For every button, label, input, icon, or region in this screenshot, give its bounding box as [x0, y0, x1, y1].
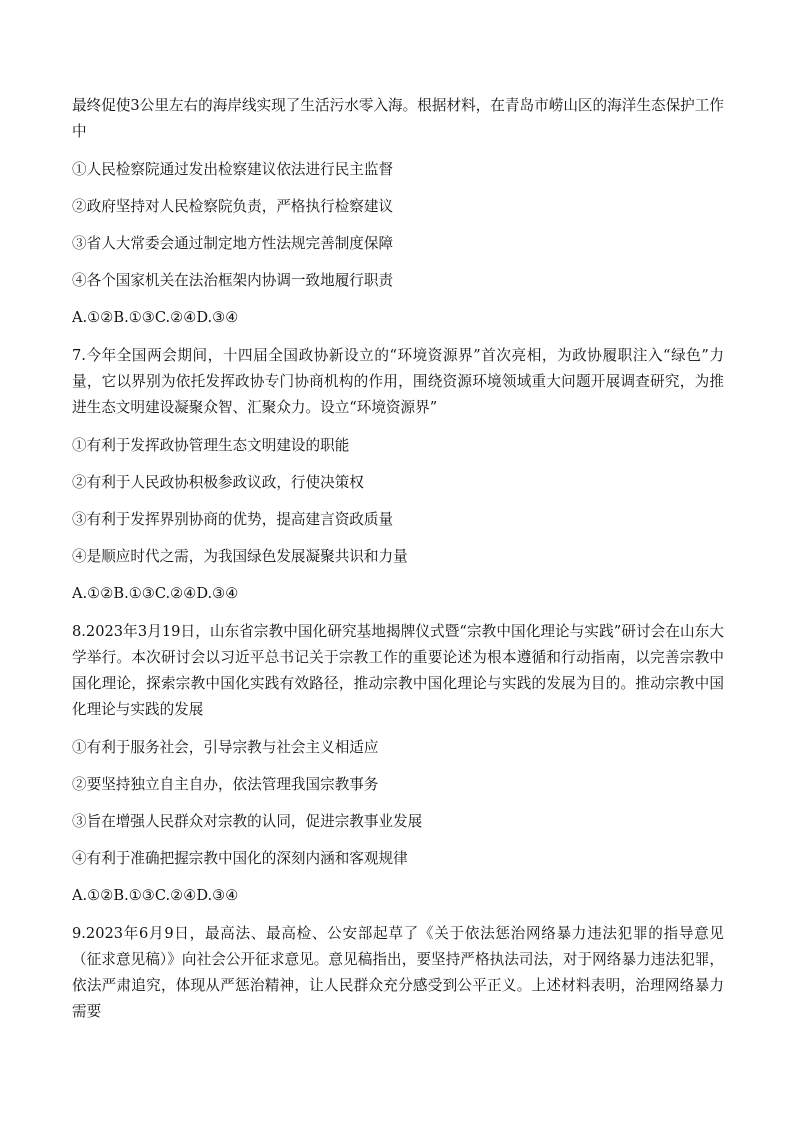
q8-stem: 8.2023年3月19日，山东省宗教中国化研究基地揭牌仪式暨“宗教中国化理论与实践”研讨会在山东大学举行。本次研讨会以习近平总书记关于宗教工作的重要论述为根本遵循和行动指南，以完善宗教中国化理论，探索宗教中国化实践有效路径，推动宗教中国化理论与实践的发展为目的。推动宗教中国化理论与实践的发展 — [72, 623, 724, 718]
document-content — [72, 93, 724, 1037]
q6-answer-choices: A.①②B.①③C.②④D.③④ — [72, 309, 239, 326]
q6-option-2: ②政府坚持对人民检察院负责，严格执行检察建议 — [72, 198, 394, 215]
q8-option-4: ④有利于准确把握宗教中国化的深刻内涵和客观规律 — [72, 850, 408, 867]
q7-option-3: ③有利于发挥界别协商的优势，提高建言资政质量 — [72, 511, 394, 528]
q6-option-3: ③省人大常委会通过制定地方性法规完善制度保障 — [72, 235, 394, 252]
q7-option-2: ②有利于人民政协积极参政议政，行使决策权 — [72, 474, 364, 491]
q6-stem: 最终促使3公里左右的海岸线实现了生活污水零入海。根据材料，在青岛市崂山区的海洋生态保护工作中 — [72, 97, 724, 140]
q7-option-4: ④是顺应时代之需，为我国绿色发展凝聚共识和力量 — [72, 548, 408, 565]
q8-option-1: ①有利于服务社会，引导宗教与社会主义相适应 — [72, 739, 379, 756]
q6-option-4: ④各个国家机关在法治框架内协调一致地履行职责 — [72, 272, 394, 289]
q6-option-1: ①人民检察院通过发出检察建议依法进行民主监督 — [72, 161, 394, 178]
q7-stem: 7.今年全国两会期间，十四届全国政协新设立的“环境资源界”首次亮相，为政协履职注入“绿色”力量，它以界别为依托发挥政协专门协商机构的作用，围绕资源环境领域重大问题开展调查研究，为推进生态文明建设凝聚众智、汇聚众力。设立“环境资源界” — [72, 347, 724, 416]
q7-answer-choices: A.①②B.①③C.②④D.③④ — [72, 585, 239, 602]
q7-option-1: ①有利于发挥政协管理生态文明建设的职能 — [72, 437, 350, 454]
q8-option-2: ②要坚持独立自主自办，依法管理我国宗教事务 — [72, 776, 379, 793]
q8-answer-choices: A.①②B.①③C.②④D.③④ — [72, 887, 239, 904]
q8-option-3: ③旨在增强人民群众对宗教的认同，促进宗教事业发展 — [72, 813, 423, 830]
q9-stem: 9.2023年6月9日，最高法、最高检、公安部起草了《关于依法惩治网络暴力违法犯罪的指导意见（征求意见稿）》向社会公开征求意见。意见稿指出，要坚持严格执法司法，对于网络暴力违法犯罪，依法严肃追究，体现从严惩治精神，让人民群众充分感受到公平正义。上述材料表明，治理网络暴力需要 — [72, 925, 724, 1020]
